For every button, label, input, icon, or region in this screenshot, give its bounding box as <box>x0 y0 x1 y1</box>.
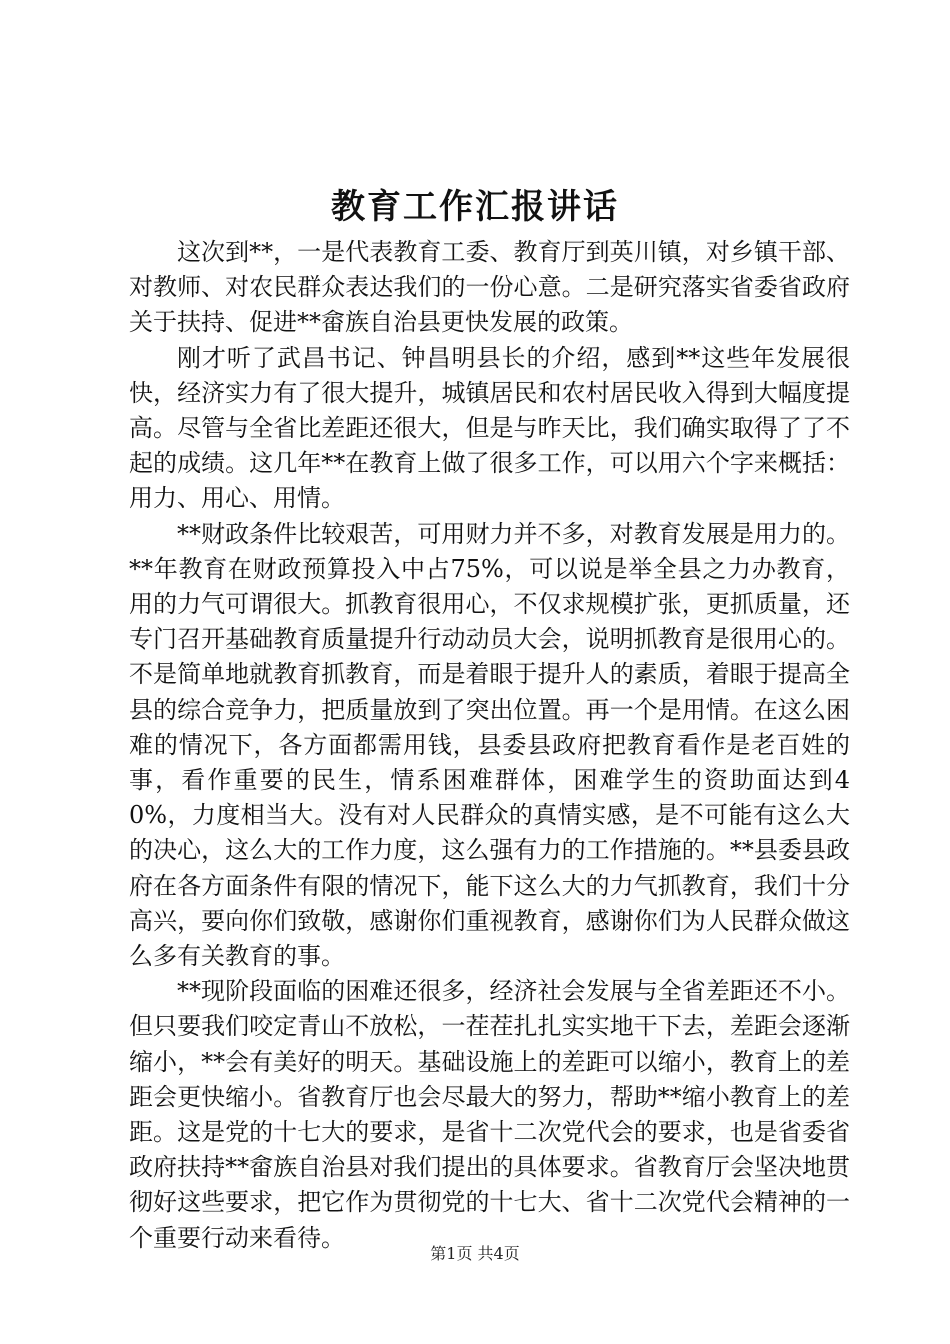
paragraph-2: 刚才听了武昌书记、钟昌明县长的介绍，感到**这些年发展很快，经济实力有了很大提升，城镇居民和农村居民收入得到大幅度提高。尽管与全省比差距还很大，但是与昨天比，我们确实取得了了不起的成绩。这几年**在教育上做了很多工作，可以用六个字来概括：用力、用心、用情。 <box>129 343 850 513</box>
paragraph-3: **财政条件比较艰苦，可用财力并不多，对教育发展是用力的。**年教育在财政预算投入中占75%，可以说是举全县之力办教育，用的力气可谓很大。抓教育很用心，不仅求规模扩张，更抓质量，还专门召开基础教育质量提升行动动员大会，说明抓教育是很用心的。不是简单地就教育抓教育，而是着眼于提升人的素质，着眼于提高全县的综合竞争力，把质量放到了突出位置。再一个是用情。在这么困难的情况下，各方面都需用钱，县委县政府把教育看作是老百姓的事，看作重要的民生，情系困难群体，困难学生的资助面达到40%，力度相当大。没有对人民群众的真情实感，是不可能有这么大的决心，这么大的工作力度，这么强有力的工作措施的。**县委县政府在各方面条件有限的情况下，能下这么大的力气抓教育，我们十分高兴，要向你们致敬，感谢你们重视教育，感谢你们为人民群众做这么多有关教育的事。 <box>129 519 850 971</box>
paragraph-1: 这次到**，一是代表教育工委、教育厅到英川镇，对乡镇干部、对教师、对农民群众表达我们的一份心意。二是研究落实省委省政府关于扶持、促进**畲族自治县更快发展的政策。 <box>129 238 850 337</box>
document-title: 教育工作汇报讲话 <box>331 187 619 227</box>
paragraph-4: **现阶段面临的困难还很多，经济社会发展与全省差距还不小。但只要我们咬定青山不放松，一茬茬扎扎实实地干下去，差距会逐渐缩小，**会有美好的明天。基础设施上的差距可以缩小，教育上的差距会更快缩小。省教育厅也会尽最大的努力，帮助**缩小教育上的差距。这是党的十七大的要求，是省十二次党代会的要求，也是省委省政府扶持**畲族自治县对我们提出的具体要求。省教育厅会坚决地贯彻好这些要求，把它作为贯彻党的十七大、省十二次党代会精神的一个重要行动来看待。 <box>129 977 850 1252</box>
document-body <box>129 235 850 1256</box>
page-footer <box>0 1243 950 1265</box>
page-number-indicator: 第1页 共4页 <box>430 1244 520 1263</box>
